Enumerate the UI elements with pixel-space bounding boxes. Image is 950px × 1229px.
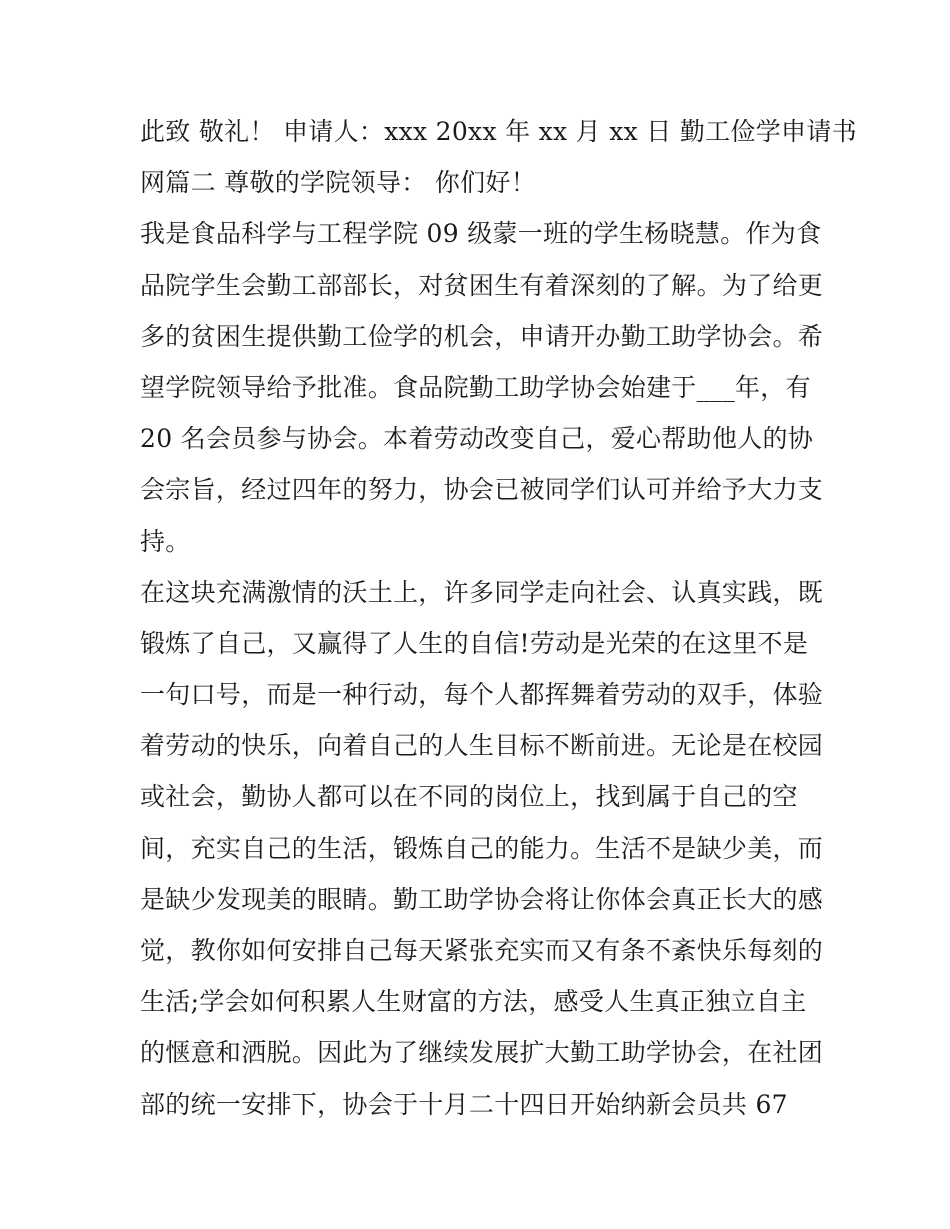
text-line: 在这块充满激情的沃土上，许多同学走向社会、认真实践，既 <box>140 577 824 607</box>
text-line: 望学院领导给予批准。食品院勤工助学协会始建于___年，有 <box>140 372 811 402</box>
text-line: 会宗旨，经过四年的努力，协会已被同学们认可并给予大力支 <box>140 475 824 505</box>
text-line: 此致 敬礼！ 申请人：xxx 20xx 年 xx 月 xx 日 勤工俭学申请书 <box>140 117 857 146</box>
text-line: 觉，教你如何安排自己每天紧张充实而又有条不紊快乐每刻的 <box>140 936 824 965</box>
text-line: 的惬意和洒脱。因此为了继续发展扩大勤工助学协会，在社团 <box>140 1038 824 1068</box>
text-line: 间，充实自己的生活，锻炼自己的能力。生活不是缺少美，而 <box>140 833 824 863</box>
closing-paragraph <box>140 106 857 208</box>
text-line: 20 名会员参与协会。本着劳动改变自己，爱心帮助他人的协 <box>140 424 814 454</box>
text-line: 生活;学会如何积累人生财富的方法，感受人生真正独立自主 <box>140 987 807 1017</box>
text-line: 多的贫困生提供勤工俭学的机会，申请开办勤工助学协会。希 <box>140 321 824 351</box>
text-line: 着劳动的快乐，向着自己的人生目标不断前进。无论是在校园 <box>140 731 824 761</box>
text-line: 部的统一安排下，协会于十月二十四日开始纳新会员共 67 <box>140 1089 788 1119</box>
document-body <box>140 106 857 1130</box>
text-line: 锻炼了自己，又赢得了人生的自信!劳动是光荣的在这里不是 <box>140 628 809 658</box>
text-line: 网篇二 尊敬的学院领导： 你们好！ <box>140 168 536 198</box>
body-paragraph <box>140 567 824 1130</box>
text-line: 或社会，勤协人都可以在不同的岗位上，找到属于自己的空 <box>140 782 798 812</box>
text-line: 品院学生会勤工部部长，对贫困生有着深刻的了解。为了给更 <box>140 270 824 300</box>
text-line: 我是食品科学与工程学院 09 级蒙一班的学生杨晓慧。作为食 <box>140 219 822 249</box>
intro-paragraph <box>140 208 824 566</box>
text-line: 是缺少发现美的眼睛。勤工助学协会将让你体会真正长大的感 <box>140 884 824 914</box>
text-line: 一句口号，而是一种行动，每个人都挥舞着劳动的双手，体验 <box>140 680 824 710</box>
text-line: 持。 <box>140 526 191 556</box>
